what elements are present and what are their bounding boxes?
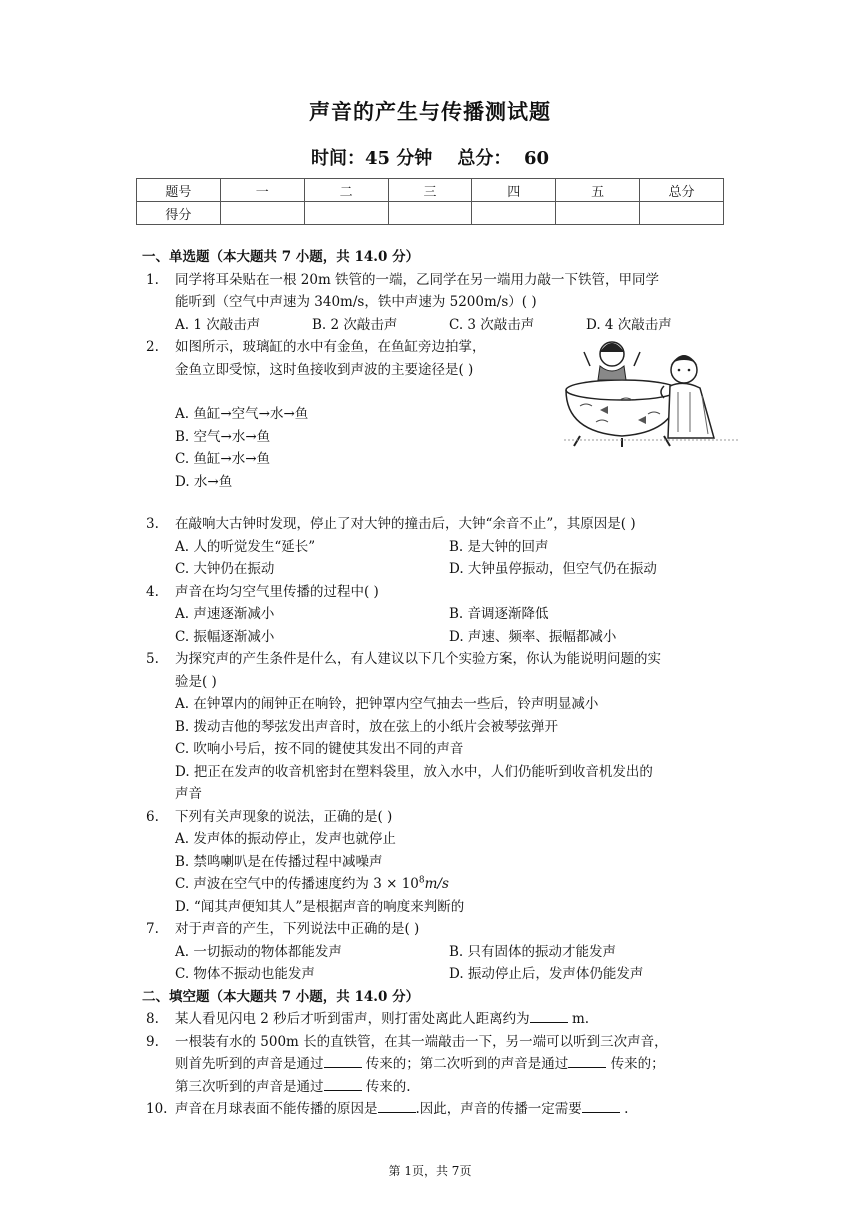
question-number: 8. [146,1011,159,1027]
score-header-cell: 三 [388,179,472,202]
score-cell[interactable] [220,202,304,225]
option-c[interactable]: C. 吹响小号后，按不同的键使其发出不同的声音 [175,741,464,757]
score-table-score-row [137,202,724,225]
question-text: 传来的. [361,1078,411,1095]
option-d[interactable]: D. 大钟虽停振动，但空气仍在振动 [449,561,657,577]
score-table-header-row [137,179,724,202]
score-cell[interactable] [640,202,724,225]
question-3 [146,513,726,581]
page-footer: 第 1页，共 7页 [388,1164,472,1178]
options [175,314,726,337]
option-d[interactable]: D. 水→鱼 [175,473,233,490]
question-text: . [619,1101,629,1117]
question-text: 为探究声的产生条件是什么，有人建议以下几个实验方案，你认为能说明问题的实 [175,651,661,667]
option-b[interactable]: B. 音调逐渐降低 [449,606,549,622]
question-number: 1. [146,271,159,288]
option-c-text: C. 声波在空气中的传播速度约为 3 × 10 [175,876,419,892]
option-d-continued: 声音 [175,786,202,802]
question-text: 传来的；第二次听到的声音是通过 [361,1056,569,1072]
option-c[interactable]: C. 振幅逐渐减小 [175,628,275,645]
score-cell[interactable] [388,202,472,225]
total-value: 60 [523,148,549,169]
answer-blank[interactable] [324,1076,362,1091]
option-b[interactable]: B. 2 次敲击声 [312,316,398,333]
score-cell[interactable] [304,202,388,225]
option-b[interactable]: B. 拨动吉他的琴弦发出声音时，放在弦上的小纸片会被琴弦弹开 [175,718,559,735]
question-2 [146,336,726,493]
question-text: .因此，声音的传播一定需要 [415,1101,582,1117]
option-a[interactable]: A. 发声体的振动停止，发声也就停止 [175,831,396,847]
question-8 [146,1008,726,1031]
question-text: 下列有关声现象的说法，正确的是( ) [175,808,393,825]
option-b[interactable]: B. 只有固体的振动才能发声 [449,943,617,960]
option-a[interactable]: A. 声速逐渐减小 [175,606,275,622]
question-text: 对于声音的产生，下列说法中正确的是( ) [175,921,420,937]
question-text: m. [567,1011,590,1027]
options [175,536,726,581]
option-d[interactable]: D. 把正在发声的收音机密封在塑料袋里，放入水中，人们仍能听到收音机发出的 [175,763,653,780]
option-a[interactable]: A. 人的听觉发生“延长” [175,538,316,555]
option-c[interactable]: C. 物体不振动也能发声 [175,966,315,982]
answer-blank[interactable] [324,1053,362,1068]
question-text: 能听到（空气中声速为 340m/s，铁中声速为 5200m/s）( ) [175,294,537,310]
question-text: 在敲响大古钟时发现，停止了对大钟的撞击后，大钟“余音不止”，其原因是( ) [175,516,636,532]
option-d[interactable]: D. 声速、频率、振幅都减小 [449,628,617,645]
option-c[interactable]: C. 3 次敲击声 [449,316,535,333]
question-text: 传来的； [606,1056,665,1072]
question-number: 7. [146,921,159,937]
question-number: 3. [146,516,159,532]
score-header-cell: 二 [304,179,388,202]
answer-blank[interactable] [530,1008,568,1023]
question-10 [146,1098,726,1121]
question-text: 声音在均匀空气里传播的过程中( ) [175,583,379,600]
question-text: 声音在月球表面不能传播的原因是 [175,1101,378,1117]
option-a[interactable]: A. 鱼缸→空气→水→鱼 [175,406,309,422]
question-number: 9. [146,1033,159,1050]
score-header-cell: 题号 [137,179,221,202]
answer-blank[interactable] [568,1053,606,1068]
option-a[interactable]: A. 一切振动的物体都能发声 [175,943,342,960]
time-label: 时间：45 分钟 [310,148,433,169]
option-a[interactable]: A. 1 次敲击声 [175,316,261,333]
option-a[interactable]: A. 在钟罩内的闹钟正在响铃，把钟罩内空气抽去一些后，铃声明显减小 [175,696,599,712]
section-title: 一、单选题（本大题共 7 小题，共 14.0 分） [142,249,420,265]
option-d[interactable]: D. “闻其声便知其人”是根据声音的响度来判断的 [175,898,465,915]
question-6 [146,806,726,919]
question-number: 5. [146,651,159,667]
option-c-exponent: 8 [418,875,425,886]
option-c-unit: m/s [424,876,449,892]
question-text: 则首先听到的声音是通过 [175,1056,324,1072]
question-text: 金鱼立即受惊，这时鱼接收到声波的主要途径是( ) [175,361,474,378]
question-4 [146,581,726,649]
question-text: 同学将耳朵贴在一根 20m 铁管的一端，乙同学在另一端用力敲一下铁管，甲同学 [175,271,660,288]
score-cell[interactable] [556,202,640,225]
question-text: 第三次听到的声音是通过 [175,1078,324,1095]
score-row-label: 得分 [137,202,221,225]
option-d[interactable]: D. 4 次敲击声 [586,316,672,333]
page-title: 声音的产生与传播测试题 [309,99,551,124]
fishbowl-illustration [560,336,740,448]
option-c[interactable]: C. 鱼缸→水→鱼 [175,451,271,467]
option-c[interactable] [175,873,726,896]
option-c[interactable]: C. 大钟仍在振动 [175,561,275,577]
questions [142,246,726,1121]
question-text: 某人看见闪电 2 秒后才听到雷声，则打雷处离此人距离约为 [175,1011,530,1027]
answer-blank[interactable] [582,1098,620,1113]
option-b[interactable]: B. 是大钟的回声 [449,538,549,555]
option-b[interactable]: B. 空气→水→鱼 [175,428,271,445]
score-table [136,178,724,225]
question-5 [146,648,726,806]
section-title: 二、填空题（本大题共 7 小题，共 14.0 分） [142,988,420,1005]
score-header-cell: 四 [472,179,556,202]
question-text: 一根装有水的 500m 长的直铁管，在其一端敲击一下，另一端可以听到三次声音， [175,1033,668,1050]
option-b[interactable]: B. 禁鸣喇叭是在传播过程中减噪声 [175,853,383,870]
question-1 [146,269,726,337]
options [175,941,726,986]
question-9 [146,1031,726,1099]
score-header-cell: 五 [556,179,640,202]
question-7 [146,918,726,986]
question-text: 验是( ) [175,673,217,690]
question-number: 6. [146,808,159,825]
exam-info [0,144,860,170]
options [175,603,726,648]
score-header-cell: 总分 [640,179,724,202]
question-number: 10. [146,1101,168,1117]
answer-blank[interactable] [378,1098,416,1113]
total-label: 总分： [457,148,512,169]
question-number: 4. [146,583,159,600]
option-d[interactable]: D. 振动停止后，发声体仍能发声 [449,966,644,982]
question-number: 2. [146,339,159,355]
question-text: 如图所示，玻璃缸的水中有金鱼，在鱼缸旁边拍掌， [175,339,486,355]
score-header-cell: 一 [220,179,304,202]
score-cell[interactable] [472,202,556,225]
